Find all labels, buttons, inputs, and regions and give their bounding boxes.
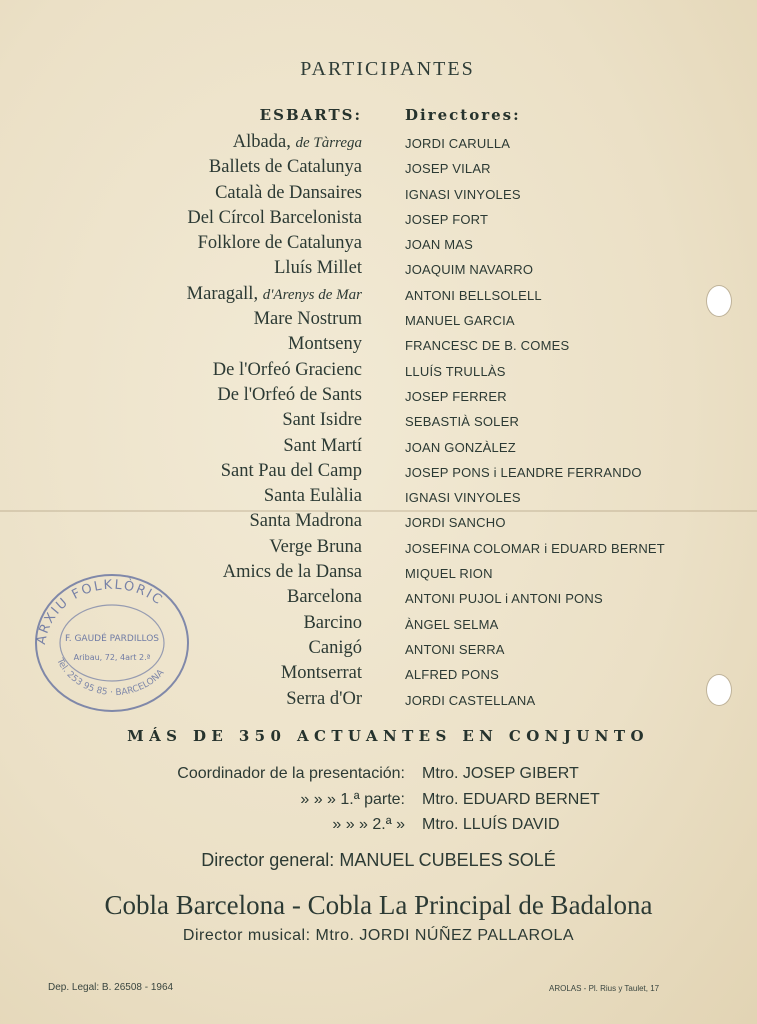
esbart-name: Del Círcol Barcelonista [187,207,362,228]
esbart-entry [249,509,362,534]
participant-row [0,307,757,332]
director-name: LLUÍS TRULLÀS [405,363,506,379]
director-name: FRANCESC DE B. COMES [405,338,570,354]
esbart-name: Santa Eulàlia [263,486,362,507]
esbart-entry [221,459,362,484]
esbart-entry [264,484,362,509]
esbart-entry [254,307,362,332]
participant-row [0,155,757,180]
stamp-top-text: ARXIU FOLKLÒRIC [33,577,166,646]
director-general-label: Director general: [201,850,335,870]
director-name: JOSEP FORT [405,211,489,227]
esbart-location: d'Arenys de Mar [262,286,362,303]
director-name: ÀNGEL SELMA [405,616,499,632]
esbart-entry [223,560,362,585]
esbart-entry [286,687,362,712]
esbart-name: Verge Bruna [269,536,362,557]
esbart-name: Amics de la Dansa [222,562,362,583]
esbart-entry [309,636,362,661]
coordinator-value: Mtro. JOSEP GIBERT [422,765,579,782]
esbart-entry [217,383,362,408]
part2-label: » » » 2.ª » [332,816,405,833]
esbart-name: Mare Nostrum [253,309,362,330]
esbart-entry [287,585,362,610]
esbart-entry [215,181,362,206]
director-name: IGNASI VINYOLES [405,186,521,202]
esbart-name: Maragall, [186,283,259,304]
participant-row [0,509,757,534]
director-name: JORDI CASTELLANA [405,692,536,708]
participant-row [0,256,757,281]
esbart-name: Montseny [288,334,362,355]
participant-row [0,459,757,484]
participant-row [0,535,757,560]
esbart-name: De l'Orfeó Gracienc [212,359,362,380]
stamp-name: F. GAUDÉ PARDILLOS [65,634,159,644]
director-name: JOAN MAS [405,237,474,253]
esbart-name: Sant Pau del Camp [220,460,362,481]
esbart-name: Lluís Millet [274,258,362,279]
esbart-name: Sant Isidre [282,410,362,431]
director-musical [0,927,757,945]
director-name: MIQUEL RION [405,566,493,582]
svg-text:Tel. 253 95 85 · BARCELONA [54,656,167,698]
director-name: JOSEP PONS i LEANDRE FERRANDO [405,464,642,480]
director-name: ANTONI PUJOL i ANTONI PONS [405,591,603,607]
esbart-name: Català de Dansaires [215,182,362,203]
esbart-entry [209,155,362,180]
esbart-name: Folklore de Catalunya [197,233,362,254]
participant-row [0,130,757,155]
esbart-name: Ballets de Catalunya [208,157,362,178]
director-name: JOSEP VILAR [405,161,491,177]
director-general [0,850,757,871]
participant-row [0,358,757,383]
actuantes-banner: MÁS DE 350 ACTUANTES EN CONJUNTO [127,727,649,745]
esbart-entry [213,358,362,383]
cobla-line: Cobla Barcelona - Cobla La Principal de Badalona [104,890,653,920]
participant-row [0,383,757,408]
archive-stamp [27,565,197,715]
part1-value: Mtro. EDUARD BERNET [422,791,600,808]
coordinator-label: Coordinador de la presentación: [177,765,405,782]
esbarts-header: ESBARTS: [259,106,362,124]
director-musical-value: Mtro. JORDI NÚÑEZ PALLAROLA [315,927,575,944]
directores-header: Directores: [405,106,521,124]
director-name: ALFRED PONS [405,667,499,683]
director-name: JORDI SANCHO [405,515,506,531]
participant-row [0,434,757,459]
esbart-entry [198,231,362,256]
esbart-location: de Tàrrega [295,135,362,151]
director-name: JOAN GONZÀLEZ [405,439,516,455]
esbart-name: Barcelona [287,587,362,608]
director-name: MANUEL GARCIA [405,313,515,329]
esbart-entry [233,130,362,156]
stamp-phone-text: Tel. 253 95 85 · BARCELONA [54,656,167,699]
participant-row [0,181,757,206]
participant-row [0,484,757,509]
director-name: JOSEP FERRER [405,388,507,404]
director-name: ANTONI SERRA [405,641,505,657]
esbart-name: Serra d'Or [286,688,362,709]
printer-credit: AROLAS - Pl. Rius y Taulet, 17 [549,984,660,993]
director-name: JOAQUIM NAVARRO [405,262,534,278]
participant-row [0,282,757,307]
participant-row [0,231,757,256]
legal-deposit: Dep. Legal: B. 26508 - 1964 [48,982,174,993]
esbart-entry [187,206,362,231]
esbart-name: Barcino [303,612,362,633]
esbart-name: Montserrat [280,663,362,684]
esbart-entry [274,256,362,281]
esbart-entry [281,661,362,686]
esbart-name: De l'Orfeó de Sants [217,384,362,405]
director-name: ANTONI BELLSOLELL [405,287,542,303]
part1-label: » » » 1.ª parte: [300,791,405,808]
esbart-name: Canigó [308,637,362,658]
director-name: SEBASTIÀ SOLER [405,414,520,430]
part2-value: Mtro. LLUÍS DAVID [422,816,560,833]
esbart-entry [288,332,362,357]
esbart-name: Sant Martí [283,435,362,456]
director-name: JOSEFINA COLOMAR i EDUARD BERNET [405,540,665,556]
esbart-entry [303,611,362,636]
director-general-value: MANUEL CUBELES SOLÉ [339,850,556,870]
page-title: PARTICIPANTES [300,58,475,80]
esbart-entry [283,434,362,459]
participant-row [0,332,757,357]
esbart-name: Albada, [232,132,291,152]
esbart-entry [187,282,362,308]
director-name: JORDI CARULLA [405,136,511,151]
participant-row [0,206,757,231]
esbart-name: Santa Madrona [249,511,362,532]
director-musical-label: Director musical: [182,927,311,944]
director-name: IGNASI VINYOLES [405,490,521,506]
stamp-address: Aribau, 72, 4art 2.ª [73,653,151,662]
esbart-entry [282,408,362,433]
participant-row [0,408,757,433]
esbart-entry [269,535,362,560]
